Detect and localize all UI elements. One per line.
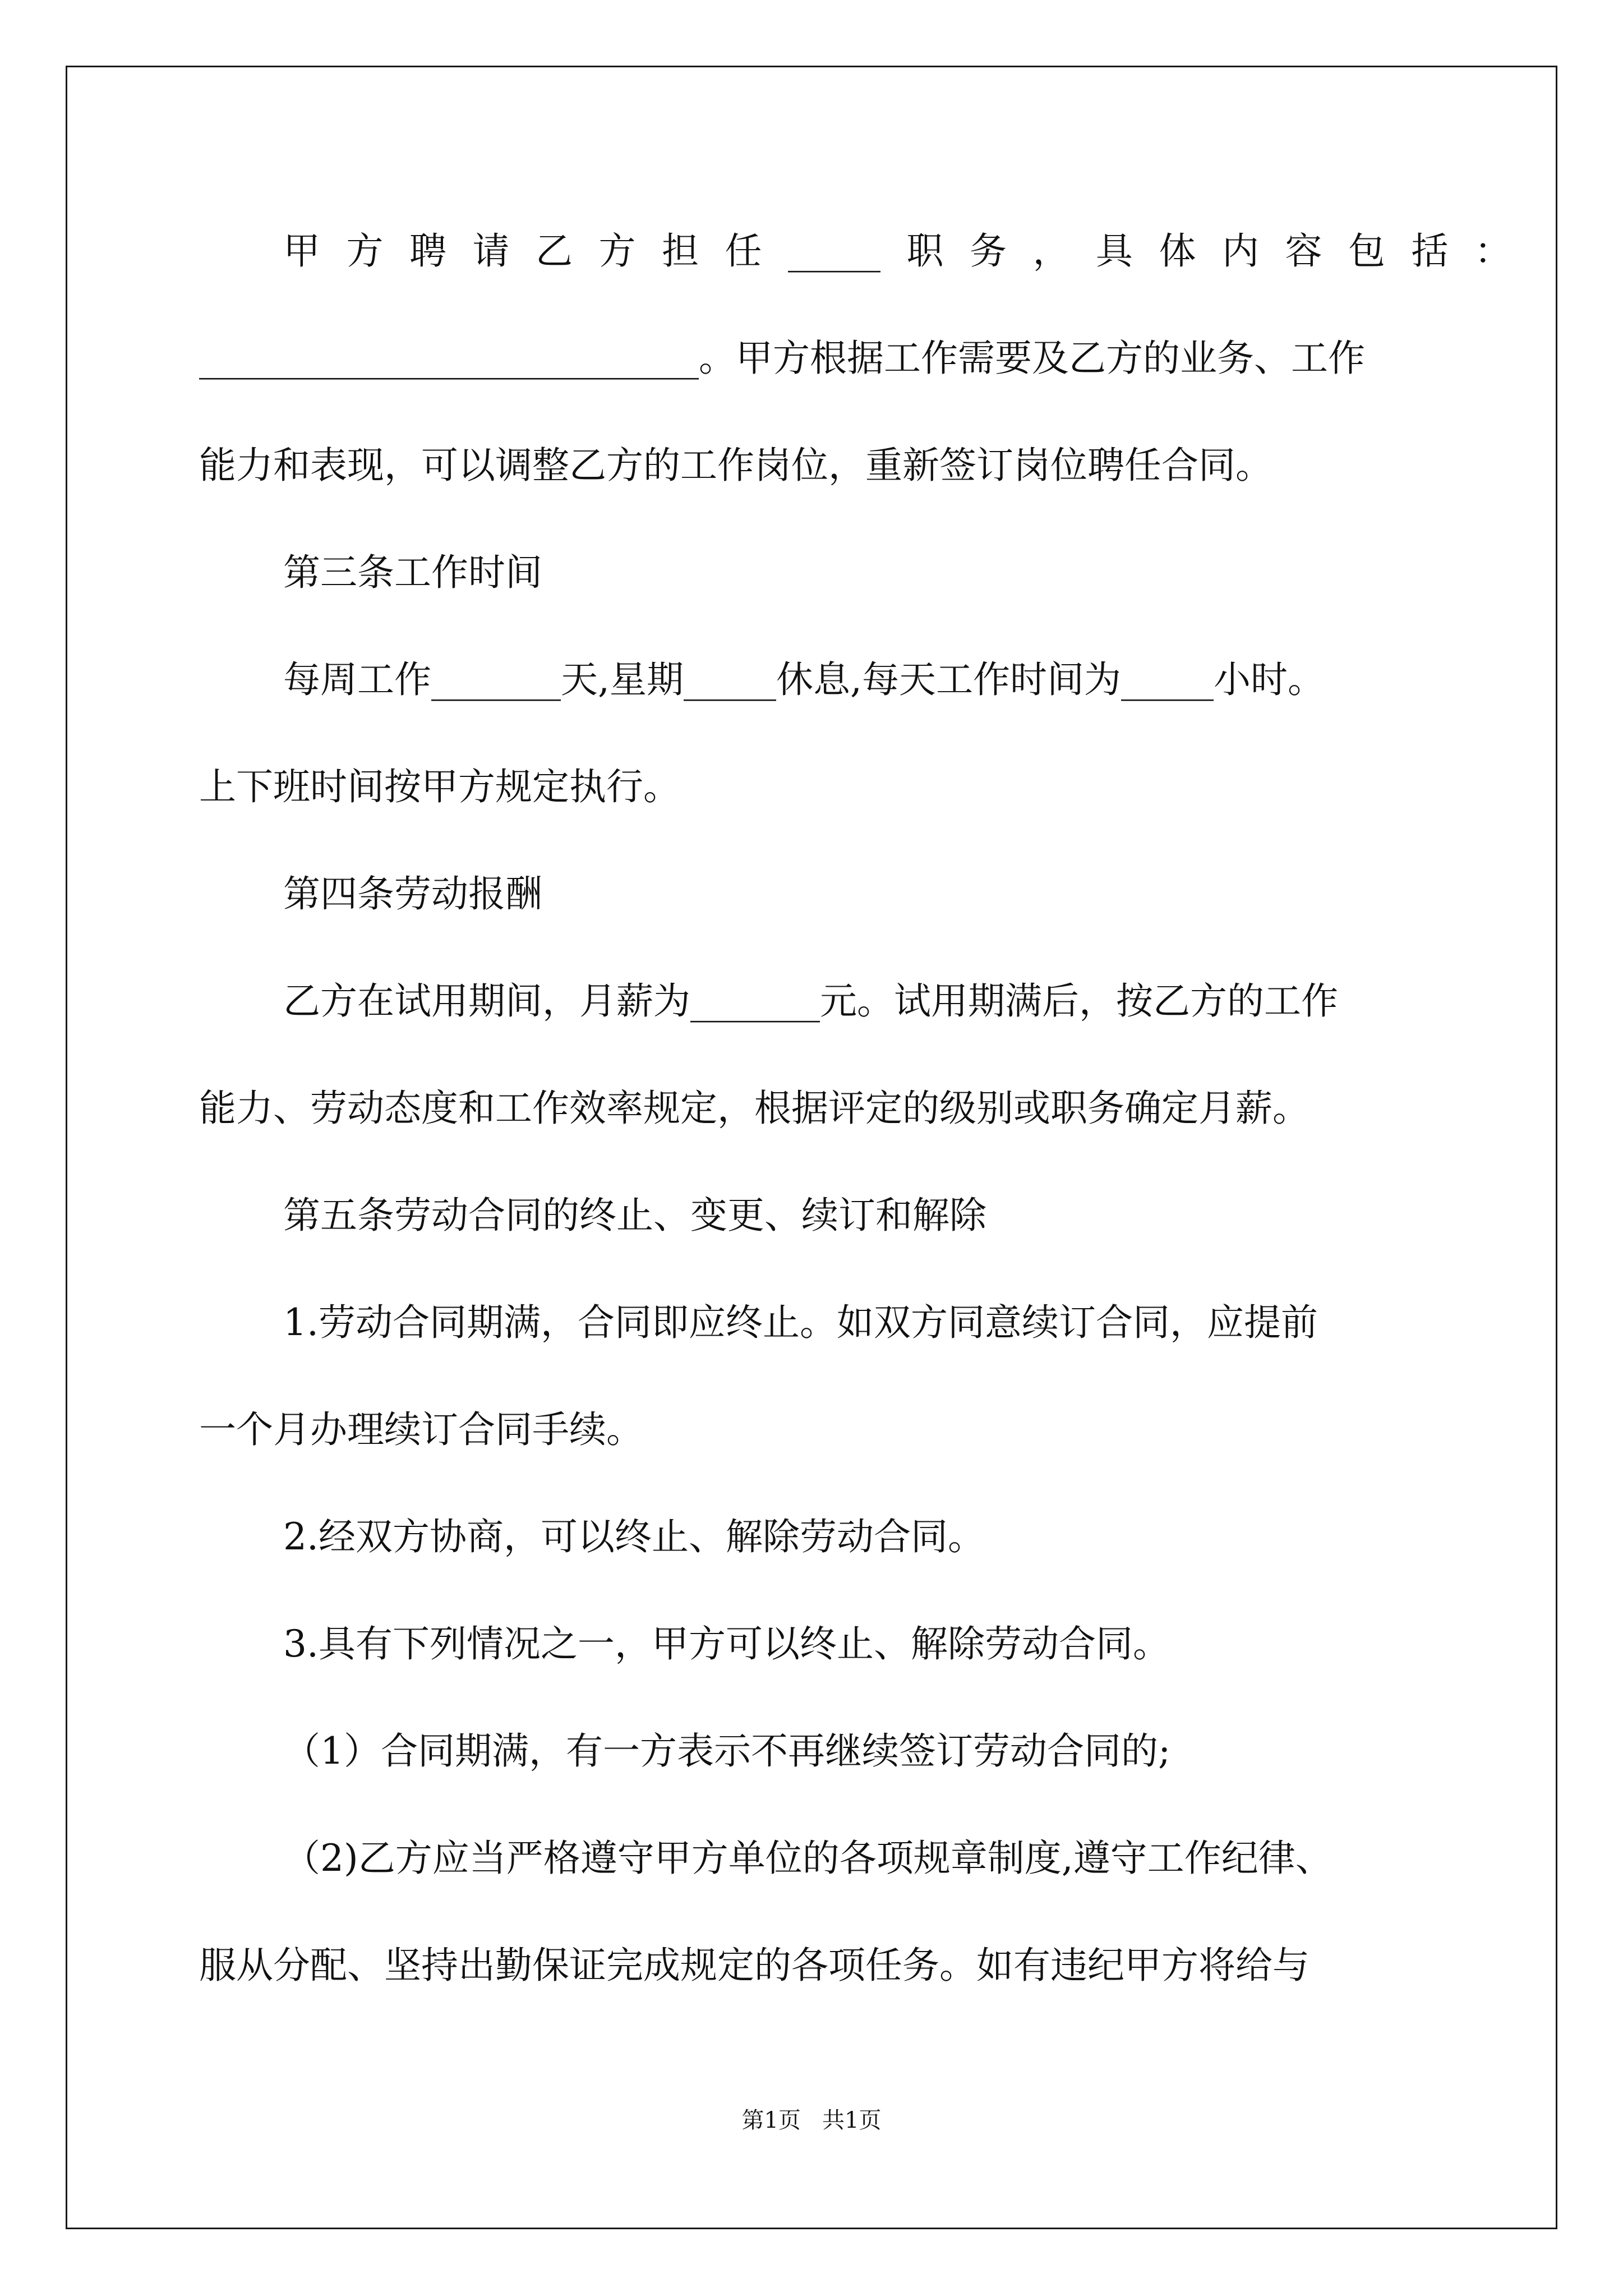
duties-line-1-char: 具 — [1096, 229, 1133, 273]
duties-line-1-char: 体 — [1159, 229, 1196, 273]
paragraph-work-time-line-1: 每周工作_______天,星期_____休息,每天工作时间为_____小时。 — [283, 658, 1325, 701]
duties-line-1-char: 乙 — [536, 229, 573, 273]
paragraph-remuneration-line-2: 能力、劳动态度和工作效率规定，根据评定的级别或职务确定月薪。 — [199, 1087, 1310, 1130]
page-border — [66, 66, 1557, 2229]
section-heading-contract-termination: 第五条劳动合同的终止、变更、续订和解除 — [283, 1194, 986, 1237]
duties-line-1-char: 容 — [1285, 229, 1322, 273]
duties-line-1-char: 聘 — [409, 229, 446, 273]
duties-line-1-char: ： — [1474, 229, 1511, 273]
sub-item-2-line-1: （2)乙方应当严格遵守甲方单位的各项规章制度,遵守工作纪律、 — [283, 1837, 1332, 1880]
duties-line-1-char: 括 — [1411, 229, 1449, 273]
paragraph-work-time-line-2: 上下班时间按甲方规定执行。 — [199, 765, 680, 808]
duties-line-1-char: 职 — [906, 229, 944, 273]
duties-line-1-char: 务 — [970, 229, 1007, 273]
paragraph-duties-line-3: 能力和表现，可以调整乙方的工作岗位，重新签订岗位聘任合同。 — [199, 444, 1272, 487]
duties-line-1-char: 担 — [662, 229, 699, 273]
sub-item-2-line-2: 服从分配、坚持出勤保证完成规定的各项任务。如有违纪甲方将给与 — [199, 1944, 1310, 1987]
duties-line-1-char: 包 — [1348, 229, 1385, 273]
duties-line-1-char: _____ — [788, 229, 880, 273]
duties-line-1-char: 请 — [472, 229, 510, 273]
duties-line-1-char: 方 — [598, 229, 636, 273]
duties-line-1-char: 甲 — [283, 229, 320, 273]
list-item-3: 3.具有下列情况之一，甲方可以终止、解除劳动合同。 — [283, 1622, 1170, 1665]
section-heading-remuneration: 第四条劳动报酬 — [283, 872, 542, 915]
duties-line-1-char: 任 — [725, 229, 762, 273]
list-item-1-line-1: 1.劳动合同期满，合同即应终止。如双方同意续订合同，应提前 — [283, 1301, 1318, 1344]
page-footer: 第1页 共1页 — [741, 2108, 882, 2133]
paragraph-duties-line-1 — [199, 226, 1511, 277]
paragraph-remuneration-line-1: 乙方在试用期间，月薪为_______元。试用期满后，按乙方的工作 — [283, 979, 1338, 1023]
duties-line-1-char: 方 — [346, 229, 384, 273]
section-heading-work-time: 第三条工作时间 — [283, 551, 542, 594]
sub-item-1: （1）合同期满，有一方表示不再继续签订劳动合同的; — [283, 1729, 1171, 1773]
list-item-2: 2.经双方协商，可以终止、解除劳动合同。 — [283, 1515, 985, 1558]
list-item-1-line-2: 一个月办理续订合同手续。 — [199, 1408, 643, 1451]
paragraph-duties-line-2: ___________________________。甲方根据工作需要及乙方的业务、工作 — [199, 337, 1365, 380]
duties-line-1-char: ， — [1032, 229, 1070, 273]
duties-line-1-char: 内 — [1222, 229, 1259, 273]
